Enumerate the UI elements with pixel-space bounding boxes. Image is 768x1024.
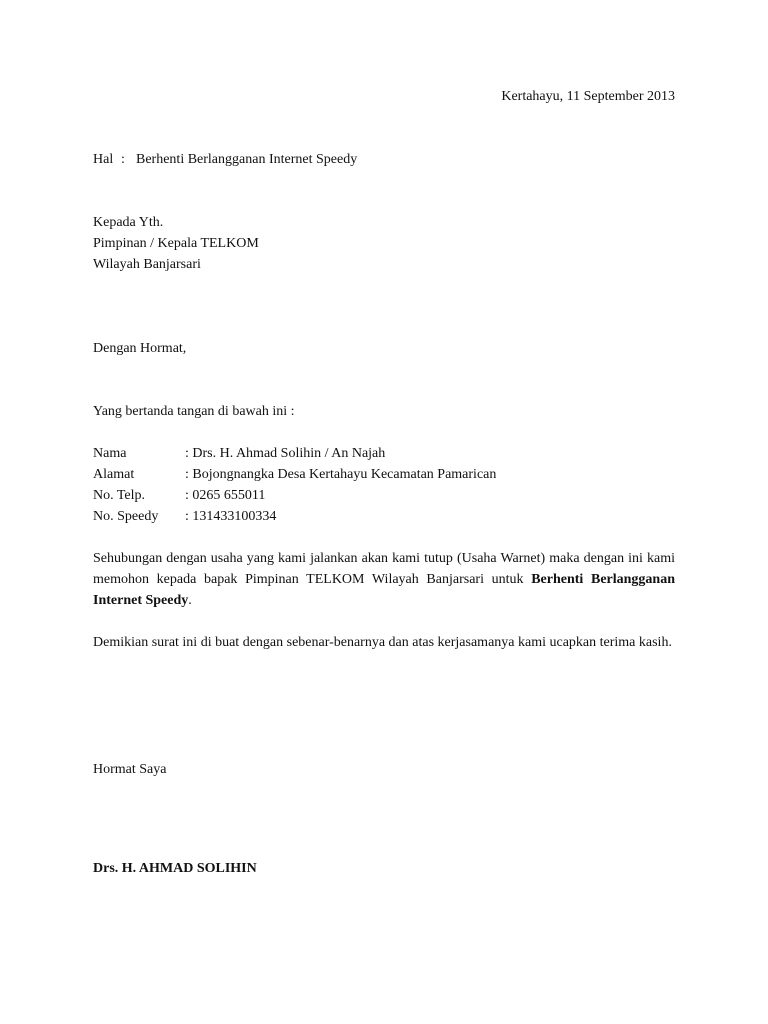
recipient-line-1: Kepada Yth. — [93, 215, 164, 230]
field-value-speedy: : 131433100334 — [185, 509, 277, 524]
field-value-phone: : 0265 655011 — [185, 488, 266, 503]
recipient-line-2: Pimpinan / Kepala TELKOM — [93, 236, 259, 251]
body-emphasis: Berhenti Berlangganan Internet Speedy — [93, 572, 675, 608]
closing-greeting: Hormat Saya — [93, 762, 167, 777]
body-text: Sehubungan dengan usaha yang kami jalankan akan kami tutup (Usaha Warnet) maka dengan ini kami memohon kepada bapak Pimpinan TELKOM Wilayah Banjarsari untuk — [93, 551, 675, 587]
recipient-line-3: Wilayah Banjarsari — [93, 257, 201, 272]
intro-text: Yang bertanda tangan di bawah ini : — [93, 404, 295, 419]
field-label-name: Nama — [93, 446, 127, 461]
body-paragraph — [93, 548, 675, 611]
salutation: Dengan Hormat, — [93, 341, 187, 356]
signer-name: Drs. H. AHMAD SOLIHIN — [93, 861, 257, 876]
field-label-phone: No. Telp. — [93, 488, 146, 503]
field-label-speedy: No. Speedy — [93, 509, 159, 524]
subject-label: Hal — [93, 152, 114, 167]
field-label-address: Alamat — [93, 467, 135, 482]
field-value-name: : Drs. H. Ahmad Solihin / An Najah — [185, 446, 386, 461]
field-value-address: : Bojongnangka Desa Kertahayu Kecamatan Pamarican — [185, 467, 497, 482]
place-date: Kertahayu, 11 September 2013 — [501, 89, 675, 104]
subject-value: Berhenti Berlangganan Internet Speedy — [136, 152, 358, 167]
closing-paragraph: Demikian surat ini di buat dengan sebenar-benarnya dan atas kerjasamanya kami ucapkan terima kasih. — [93, 635, 672, 650]
body-text-end: . — [188, 593, 192, 608]
subject-separator: : — [121, 152, 125, 167]
